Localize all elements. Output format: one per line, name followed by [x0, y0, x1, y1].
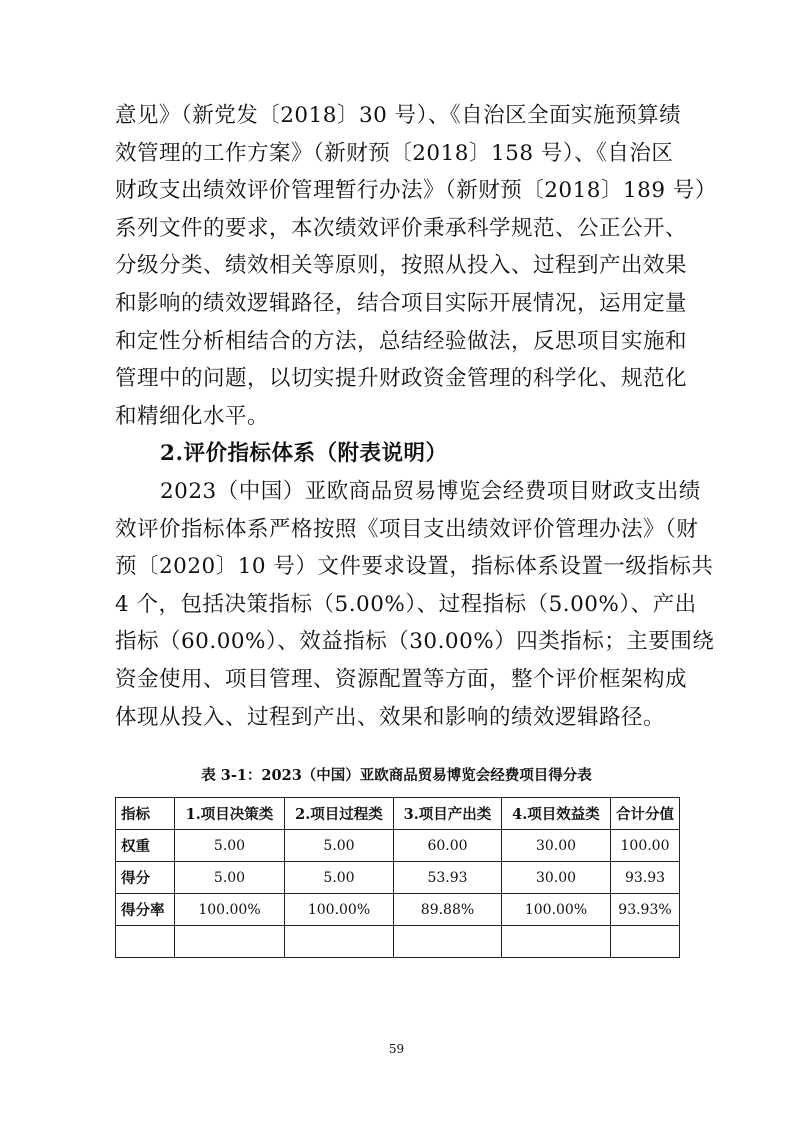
header-cell: 1.项目决策类 — [175, 798, 285, 830]
text-line: 财政支出绩效评价管理暂行办法》（新财预〔2018〕189 号） — [115, 178, 717, 204]
header-cell: 4.项目效益类 — [502, 798, 611, 830]
header-cell: 合计分值 — [611, 798, 680, 830]
header-cell: 指标 — [116, 798, 175, 830]
table-cell: 5.00 — [285, 830, 394, 862]
score-table — [115, 797, 680, 958]
table-row — [116, 894, 680, 926]
text-line: 效管理的工作方案》（新财预〔2018〕158 号）、《自治区 — [115, 140, 674, 166]
table-row — [116, 862, 680, 894]
table-header-row — [116, 798, 680, 830]
row-label-cell: 得分率 — [116, 894, 175, 926]
text-line: 效评价指标体系严格按照《项目支出绩效评价管理办法》（财 — [115, 516, 699, 542]
text-line: 4 个，包括决策指标（5.00%）、过程指标（5.00%）、产出 — [115, 591, 697, 617]
text-line: 和影响的绩效逻辑路径，结合项目实际开展情况，运用定量 — [115, 290, 688, 316]
row-label-cell: 得分 — [116, 862, 175, 894]
table-cell: 5.00 — [285, 862, 394, 894]
page-number: 59 — [388, 1042, 405, 1056]
table-cell — [502, 926, 611, 958]
header-cell: 3.项目产出类 — [394, 798, 502, 830]
text-line: 意见》（新党发〔2018〕30 号）、《自治区全面实施预算绩 — [115, 103, 682, 128]
table-cell: 60.00 — [394, 830, 502, 862]
text-line: 系列文件的要求，本次绩效评价秉承科学规范、公正公开、 — [115, 215, 688, 241]
paragraph-evaluation-principles — [115, 97, 717, 435]
table-cell: 5.00 — [175, 862, 285, 894]
table-cell: 100.00 — [611, 830, 680, 862]
text-line: 体现从投入、过程到产出、效果和影响的绩效逻辑路径。 — [115, 704, 666, 730]
table-cell: 30.00 — [502, 862, 611, 894]
text-line: 2023（中国）亚欧商品贸易博览会经费项目财政支出绩 — [160, 479, 701, 504]
table-row — [116, 830, 680, 862]
text-line: 和精细化水平。 — [115, 403, 270, 429]
table-cell — [175, 926, 285, 958]
table-cell: 100.00% — [502, 894, 611, 926]
text-line: 管理中的问题，以切实提升财政资金管理的科学化、规范化 — [115, 366, 688, 392]
text-line: 和定性分析相结合的方法，总结经验做法，反思项目实施和 — [115, 328, 688, 354]
table-caption: 表 3-1：2023（中国）亚欧商品贸易博览会经费项目得分表 — [201, 767, 592, 784]
table-cell: 93.93% — [611, 894, 680, 926]
table-row-empty — [116, 926, 680, 958]
section-heading-text: 2.评价指标体系（附表说明） — [160, 441, 448, 466]
table-cell: 93.93 — [611, 862, 680, 894]
table-cell: 89.88% — [394, 894, 502, 926]
text-line: 分级分类、绩效相关等原则，按照从投入、过程到产出效果 — [115, 253, 688, 279]
paragraph-indicator-system — [115, 473, 715, 736]
header-cell: 2.项目过程类 — [285, 798, 394, 830]
table-cell: 30.00 — [502, 830, 611, 862]
table-cell: 100.00% — [175, 894, 285, 926]
table-cell — [394, 926, 502, 958]
table-cell: 5.00 — [175, 830, 285, 862]
table-cell: 53.93 — [394, 862, 502, 894]
row-label-cell: 权重 — [116, 830, 175, 862]
table-cell — [611, 926, 680, 958]
text-line: 指标（60.00%）、效益指标（30.00%）四类指标；主要围绕 — [115, 629, 715, 655]
text-line: 预〔2020〕10 号）文件要求设置，指标体系设置一级指标共 — [115, 554, 714, 580]
row-label-cell — [116, 926, 175, 958]
table-cell — [285, 926, 394, 958]
section-heading — [115, 435, 685, 473]
text-line: 资金使用、项目管理、资源配置等方面，整个评价框架构成 — [115, 666, 688, 692]
table-cell: 100.00% — [285, 894, 394, 926]
